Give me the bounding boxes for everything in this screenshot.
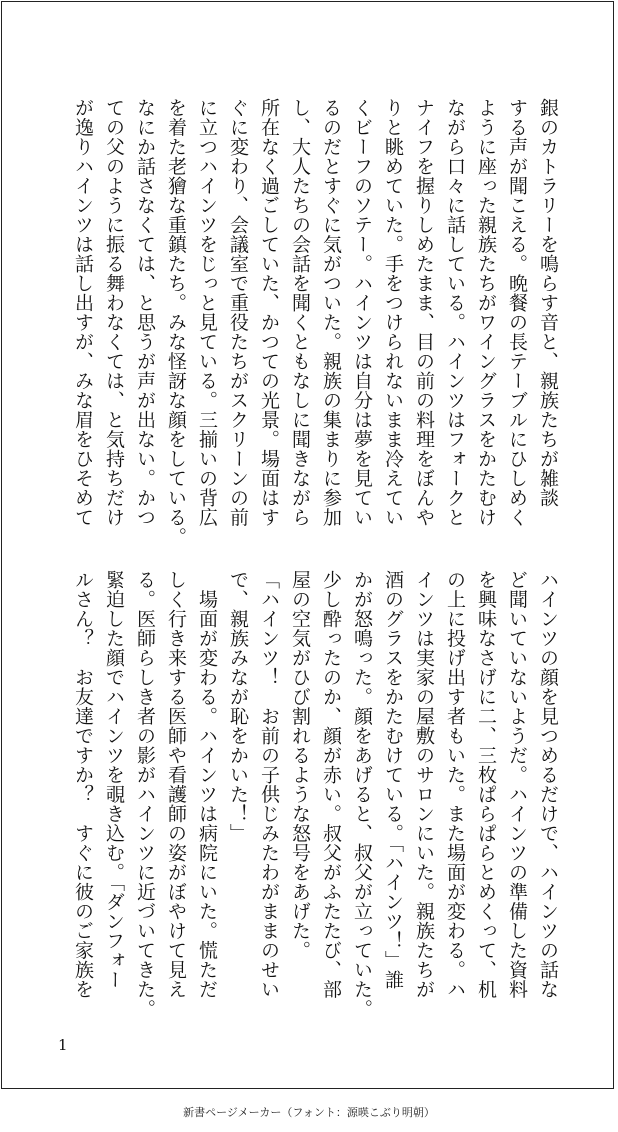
footer-caption: 新書ページメーカー（フォント：源暎こぶり明朝） <box>183 1106 435 1119</box>
book-page <box>1 1 614 1089</box>
text-line: 緊迫した顔でハインツを覗き込む。「ダンフォー <box>103 570 125 990</box>
text-line: 所在なく過ごしていた、かつての光景。場面はす <box>258 98 280 527</box>
text-line: るのだとすぐに気がついた。親族の集まりに参加 <box>320 98 342 527</box>
text-line: ぐに変わり、会議室で重役たちがスクリーンの前 <box>227 98 249 527</box>
text-line: で、親族みなが恥をかいた！」 <box>227 570 249 843</box>
text-line: する声が聞こえる。晩餐の長テーブルにひしめく <box>506 98 528 527</box>
text-line: 銀のカトラリーを鳴らす音と、親族たちが雑談 <box>537 98 559 508</box>
text-line: ハインツの顔を見つめるだけで、ハインツの話な <box>537 570 559 999</box>
upper-text-block <box>67 98 563 547</box>
text-line: インツは実家の屋敷のサロンにいた。親族たちが <box>413 570 435 999</box>
text-line: しく行き来する医師や看護師の姿がぼやけて見え <box>165 570 187 999</box>
text-line: を興味なさげに二、三枚ぱらぱらとめくって、机 <box>475 570 497 999</box>
text-line: なにか話さなくては、と思うが声が出ない。かつ <box>134 98 156 527</box>
text-line: し、大人たちの会話を聞くともなしに聞きながら <box>289 98 311 527</box>
text-line: 酒のグラスをかたむけている。「ハインツ！」誰 <box>382 570 404 990</box>
text-line: 場面が変わる。ハインツは病院にいた。慌ただ <box>196 570 218 999</box>
text-line: る。医師らしき者の影がハインツに近づいてきた。 <box>134 570 156 1019</box>
text-line: ての父のように振る舞わなくては、と気持ちだけ <box>103 98 125 527</box>
text-line: 少し酔ったのか、顔が赤い。叔父がふたたび、部 <box>320 570 342 999</box>
text-line: に立つハインツをじっと見ている。三揃いの背広 <box>196 98 218 527</box>
lower-text-block <box>67 570 563 1019</box>
text-line: 「ハインツ！ お前の子供じみたわがままのせい <box>258 570 280 999</box>
text-line: ルさん？ お友達ですか？ すぐに彼のご家族を <box>72 570 94 999</box>
text-line: ど聞いていないようだ。ハインツの準備した資料 <box>506 570 528 999</box>
page-number: 1 <box>58 1036 68 1054</box>
text-line: が逸りハインツは話し出すが、みな眉をひそめて <box>72 98 94 527</box>
text-line: くビーフのソテー。ハインツは自分は夢を見てい <box>351 98 373 527</box>
text-line: りと眺めていた。手をつけられないまま冷えてい <box>382 98 404 527</box>
text-line: ながら口々に話している。ハインツはフォークと <box>444 98 466 527</box>
text-line: ように座った親族たちがワイングラスをかたむけ <box>475 98 497 527</box>
text-line: ナイフを握りしめたまま、目の前の料理をぼんや <box>413 98 435 527</box>
text-line: を着た老獪な重鎮たち。みな怪訝な顔をしている。 <box>165 98 187 547</box>
text-line: 屋の空気がひび割れるような怒号をあげた。 <box>289 570 311 960</box>
text-line: の上に投げ出す者もいた。また場面が変わる。ハ <box>444 570 466 999</box>
text-line: かが怒鳴った。顔をあげると、叔父が立っていた。 <box>351 570 373 1019</box>
